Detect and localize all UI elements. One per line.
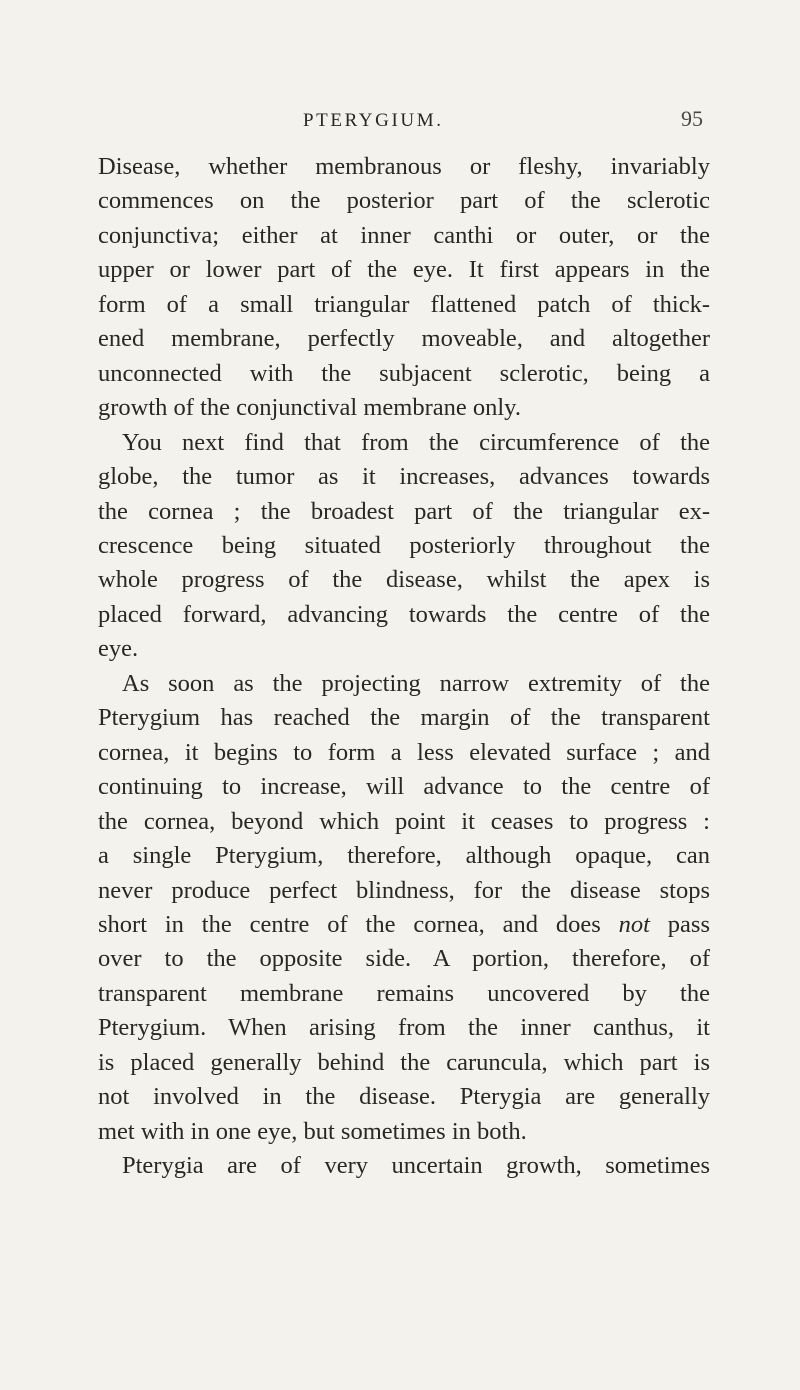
page-header [0, 104, 800, 140]
text-line: over to the opposite side. A portion, therefore, of [98, 945, 710, 973]
text-line: placed forward, advancing towards the centre of the [98, 600, 710, 628]
text-line: unconnected with the subjacent sclerotic, being a [98, 359, 710, 387]
text-line: growth of the conjunctival membrane only. [98, 394, 521, 422]
paragraph-start-line: Pterygia are of very uncertain growth, sometimes [122, 1152, 710, 1180]
text-line: a single Pterygium, therefore, although opaque, can [98, 842, 710, 870]
text-line: transparent membrane remains uncovered by the [98, 979, 710, 1007]
text-line: upper or lower part of the eye. It first appears in the [98, 256, 710, 284]
text-line: the cornea, beyond which point it ceases to progress : [98, 807, 710, 835]
text-line: form of a small triangular flattened patch of thick- [98, 290, 710, 318]
text-line: cornea, it begins to form a less elevated surface ; and [98, 738, 710, 766]
text-line: conjunctiva; either at inner canthi or outer, or the [98, 221, 710, 249]
text-line: never produce perfect blindness, for the disease stops [98, 876, 710, 904]
text-line [98, 908, 710, 942]
text-line: ened membrane, perfectly moveable, and altogether [98, 325, 710, 353]
text-line-part: pass [649, 910, 710, 938]
text-line: whole progress of the disease, whilst the apex is [98, 566, 710, 594]
paragraph-start-line: You next find that from the circumference of the [122, 428, 710, 456]
text-line: commences on the posterior part of the sclerotic [98, 187, 710, 215]
text-line: eye. [98, 635, 139, 663]
text-line: Disease, whether membranous or fleshy, invariably [98, 153, 710, 180]
text-line: Pterygium has reached the margin of the transparent [98, 704, 710, 732]
page-number: 95 [681, 106, 703, 131]
text-line: is placed generally behind the caruncula, which part is [98, 1048, 710, 1076]
text-line: Pterygium. When arising from the inner canthus, it [98, 1014, 710, 1042]
body-text [98, 150, 710, 1184]
text-line: crescence being situated posteriorly throughout the [98, 531, 710, 559]
paragraph-start-line: As soon as the projecting narrow extremity of the [122, 669, 710, 697]
italic-emphasis: not [618, 910, 650, 938]
text-line-part: short in the centre of the cornea, and does [98, 910, 619, 938]
text-line: globe, the tumor as it increases, advances towards [98, 463, 710, 491]
text-line: met with in one eye, but sometimes in both. [98, 1117, 527, 1145]
text-line: continuing to increase, will advance to the centre of [98, 773, 710, 801]
running-head: PTERYGIUM. [303, 110, 444, 131]
text-line: the cornea ; the broadest part of the triangular ex- [98, 497, 710, 525]
text-line: not involved in the disease. Pterygia are generally [98, 1083, 710, 1111]
